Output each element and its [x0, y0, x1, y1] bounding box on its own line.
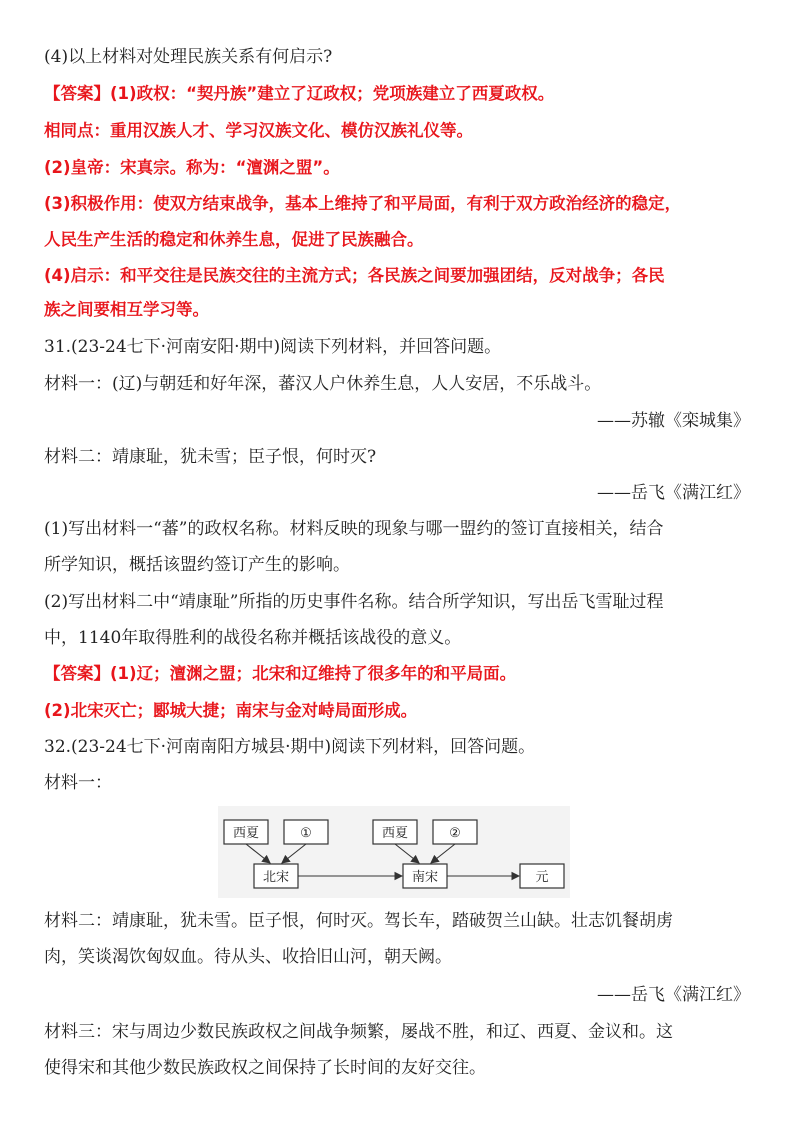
q30-answer-line-5: 人民生产生活的稳定和休养生息，促进了民族融合。	[44, 230, 424, 249]
q31-answer-line-2: (2)北宋灭亡；郾城大捷；南宋与金对峙局面形成。	[44, 701, 418, 720]
arrow-right-a-to-southern-song	[395, 844, 419, 863]
q30-answer-line-4: (3)积极作用：使双方结束战争，基本上维持了和平局面，有利于双方政治经济的稳定，	[44, 194, 682, 213]
q30-answer-line-1: 【答案】(1)政权：“契丹族”建立了辽政权；党项族建立了西夏政权。	[44, 84, 555, 103]
label-southern-song: 南宋	[411, 870, 439, 885]
q31-material-2: 材料二：靖康耻，犹未雪；臣子恨，何时灭?	[44, 447, 377, 467]
label-left-top-a: 西夏	[232, 826, 260, 841]
q31-material-1-source: ——苏辙《栾城集》	[597, 411, 750, 431]
label-right-top-b: ②	[449, 826, 461, 841]
label-yuan: 元	[535, 870, 549, 885]
q30-answer-line-6: (4)启示：和平交往是民族交往的主流方式；各民族之间要加强团结，反对战争；各民	[44, 266, 665, 285]
q31-question-1-line-1: (1)写出材料一“蕃”的政权名称。材料反映的现象与哪一盟约的签订直接相关，结合	[44, 519, 664, 539]
q30-answer-line-2: 相同点：重用汉族人才、学习汉族文化、模仿汉族礼仪等。	[44, 121, 473, 140]
q32-title: 32.(23-24七下·河南南阳方城县·期中)阅读下列材料，回答问题。	[44, 737, 536, 757]
q32-material-1-label: 材料一：	[44, 773, 112, 793]
q31-answer-line-1: 【答案】(1)辽；澶渊之盟；北宋和辽维持了很多年的和平局面。	[44, 664, 517, 683]
arrow-left-a-to-northern-song	[246, 844, 270, 863]
arrow-left-b-to-northern-song	[282, 844, 306, 863]
q31-question-1-line-2: 所学知识，概括该盟约签订产生的影响。	[44, 555, 350, 575]
q30-question-4: (4)以上材料对处理民族关系有何启示?	[44, 47, 333, 67]
q31-material-1: 材料一：(辽)与朝廷和好年深，蕃汉人户休养生息，人人安居，不乐战斗。	[44, 374, 602, 394]
q31-question-2-line-2: 中，1140年取得胜利的战役名称并概括该战役的意义。	[44, 628, 462, 648]
q32-material-2-line-1: 材料二：靖康耻，犹未雪。臣子恨，何时灭。驾长车，踏破贺兰山缺。壮志饥餐胡虏	[44, 911, 673, 931]
q31-material-2-source: ——岳飞《满江红》	[597, 483, 750, 503]
arrow-right-b-to-southern-song	[431, 844, 455, 863]
label-right-top-a: 西夏	[381, 826, 409, 841]
q31-title: 31.(23-24七下·河南安阳·期中)阅读下列材料，并回答问题。	[44, 337, 502, 357]
q32-material-3-line-1: 材料三：宋与周边少数民族政权之间战争频繁，屡战不胜，和辽、西夏、金议和。这	[44, 1022, 673, 1042]
label-left-top-b: ①	[300, 826, 312, 841]
label-northern-song: 北宋	[262, 870, 290, 885]
q32-material-3-line-2: 使得宋和其他少数民族政权之间保持了长时间的友好交往。	[44, 1058, 486, 1078]
q32-material-2-source: ——岳飞《满江红》	[597, 985, 750, 1005]
q30-answer-line-7: 族之间要相互学习等。	[44, 300, 209, 319]
q32-material-2-line-2: 肉，笑谈渴饮匈奴血。待从头、收拾旧山河，朝天阙。	[44, 947, 452, 967]
q31-question-2-line-1: (2)写出材料二中“靖康耻”所指的历史事件名称。结合所学知识，写出岳飞雪耻过程	[44, 592, 664, 612]
dynasty-diagram	[218, 806, 570, 898]
q30-answer-line-3: (2)皇帝：宋真宗。称为：“澶渊之盟”。	[44, 158, 340, 177]
